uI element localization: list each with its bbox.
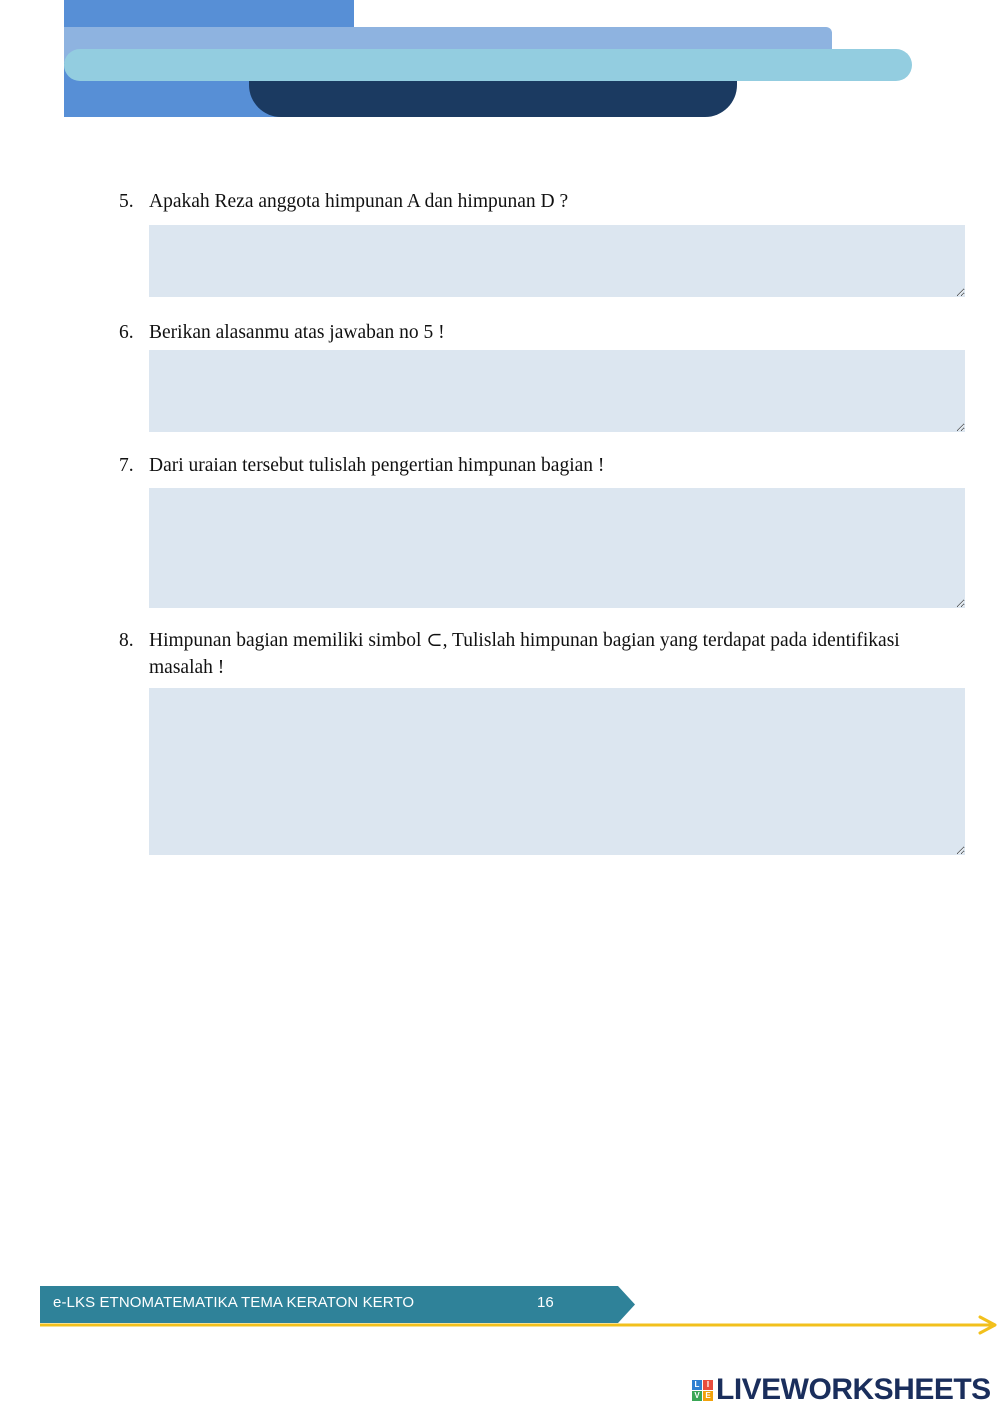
header-band-cyan xyxy=(64,49,912,81)
answer-box-7[interactable] xyxy=(149,488,965,608)
footer-title: e-LKS ETNOMATEMATIKA TEMA KERATON KERTO xyxy=(53,1294,415,1311)
brand-name: LIVEWORKSHEETS xyxy=(716,1373,991,1406)
page-number: 16 xyxy=(537,1294,554,1311)
question-8 xyxy=(119,627,964,681)
liveworksheets-logo-icon xyxy=(692,1380,713,1401)
logo-letter: E xyxy=(703,1391,713,1401)
question-6 xyxy=(119,319,964,346)
answer-box-6[interactable] xyxy=(149,350,965,432)
question-text: Dari uraian tersebut tulislah pengertian himpunan bagian ! xyxy=(149,455,605,476)
question-5 xyxy=(119,188,964,215)
liveworksheets-brand[interactable] xyxy=(692,1374,991,1406)
logo-letter: L xyxy=(692,1380,702,1390)
logo-letter: V xyxy=(692,1391,702,1401)
question-text: Apakah Reza anggota himpunan A dan himpunan D ? xyxy=(149,191,569,212)
logo-letter: I xyxy=(703,1380,713,1390)
question-number: 6. xyxy=(119,322,134,343)
question-number: 8. xyxy=(119,630,134,651)
question-number: 7. xyxy=(119,455,134,476)
question-7 xyxy=(119,452,964,479)
answer-box-5[interactable] xyxy=(149,225,965,297)
question-text: Himpunan bagian memiliki simbol ⊂, Tulislah himpunan bagian yang terdapat pada identifikasi masalah ! xyxy=(149,630,900,678)
question-text: Berikan alasanmu atas jawaban no 5 ! xyxy=(149,322,445,343)
question-number: 5. xyxy=(119,191,134,212)
footer-arrow-line xyxy=(40,1314,1000,1338)
answer-box-8[interactable] xyxy=(149,688,965,855)
header-decoration xyxy=(0,0,1000,130)
